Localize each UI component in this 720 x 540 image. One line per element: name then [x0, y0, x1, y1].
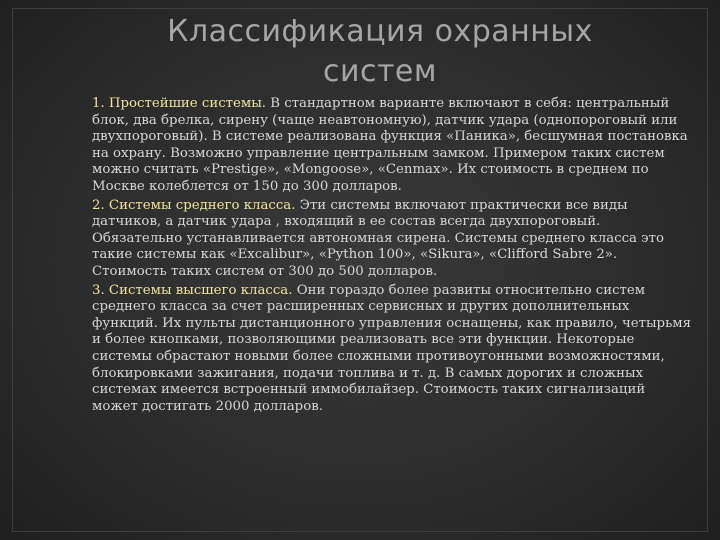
- slide-body: [92, 96, 692, 415]
- list-item-mid-class-systems: [92, 198, 692, 281]
- slide-title-line-1: Классификация охранных: [167, 14, 593, 49]
- slide-title: [100, 12, 660, 92]
- list-item-number: 3.: [92, 282, 105, 298]
- list-item-high-class-systems: [92, 283, 692, 416]
- list-item-text: Эти системы включают практически все виды датчиков, а датчик удара , входящий в ее состав всегда двухпороговый. Обязательно устанавливается автономная сирена. Системы среднего класса это такие системы как «Excalibur», «Python 100», «Sikura», «Clifford Sabre 2». Стоимость таких систем от 300 до 500 долларов.: [92, 197, 664, 279]
- list-item-heading: Простейшие системы.: [108, 96, 267, 111]
- list-item-text: Они гораздо более развиты относительно систем среднего класса за счет расширенных сервисных и других дополнительных функций. Их пульты дистанционного управления оснащены, как правило, четырьмя и более кнопками, позволяющими реализовать все эти функции. Некоторые системы обрастают новыми более сложными противоугонными возможностями, блокировками зажигания, подачи топлива и т. д. В самых дорогих и сложных системах имеется встроенный иммобилайзер. Стоимость таких сигнализаций может достигать 2000 долларов.: [92, 282, 692, 414]
- list-item-number: 2.: [92, 197, 105, 213]
- list-item-simple-systems: [92, 96, 692, 196]
- list-item-number: 1.: [92, 96, 105, 111]
- list-item-heading: Системы среднего класса.: [104, 197, 296, 213]
- list-item-text: В стандартном варианте включают в себя: центральный блок, два брелка, сирену (чаще неавтономную), датчик удара (однопороговый или двухпороговый). В системе реализована функция «Паника», бесшумная постановка на охрану. Возможно управление центральным замком. Примером таких систем можно считать «Prestige», «Mongoose», «Cenmax». Их стоимость в среднем по Москве колеблется от 150 до 300 долларов.: [92, 96, 688, 194]
- slide-title-line-2: систем: [322, 54, 438, 89]
- list-item-heading: Системы высшего класса.: [104, 282, 293, 298]
